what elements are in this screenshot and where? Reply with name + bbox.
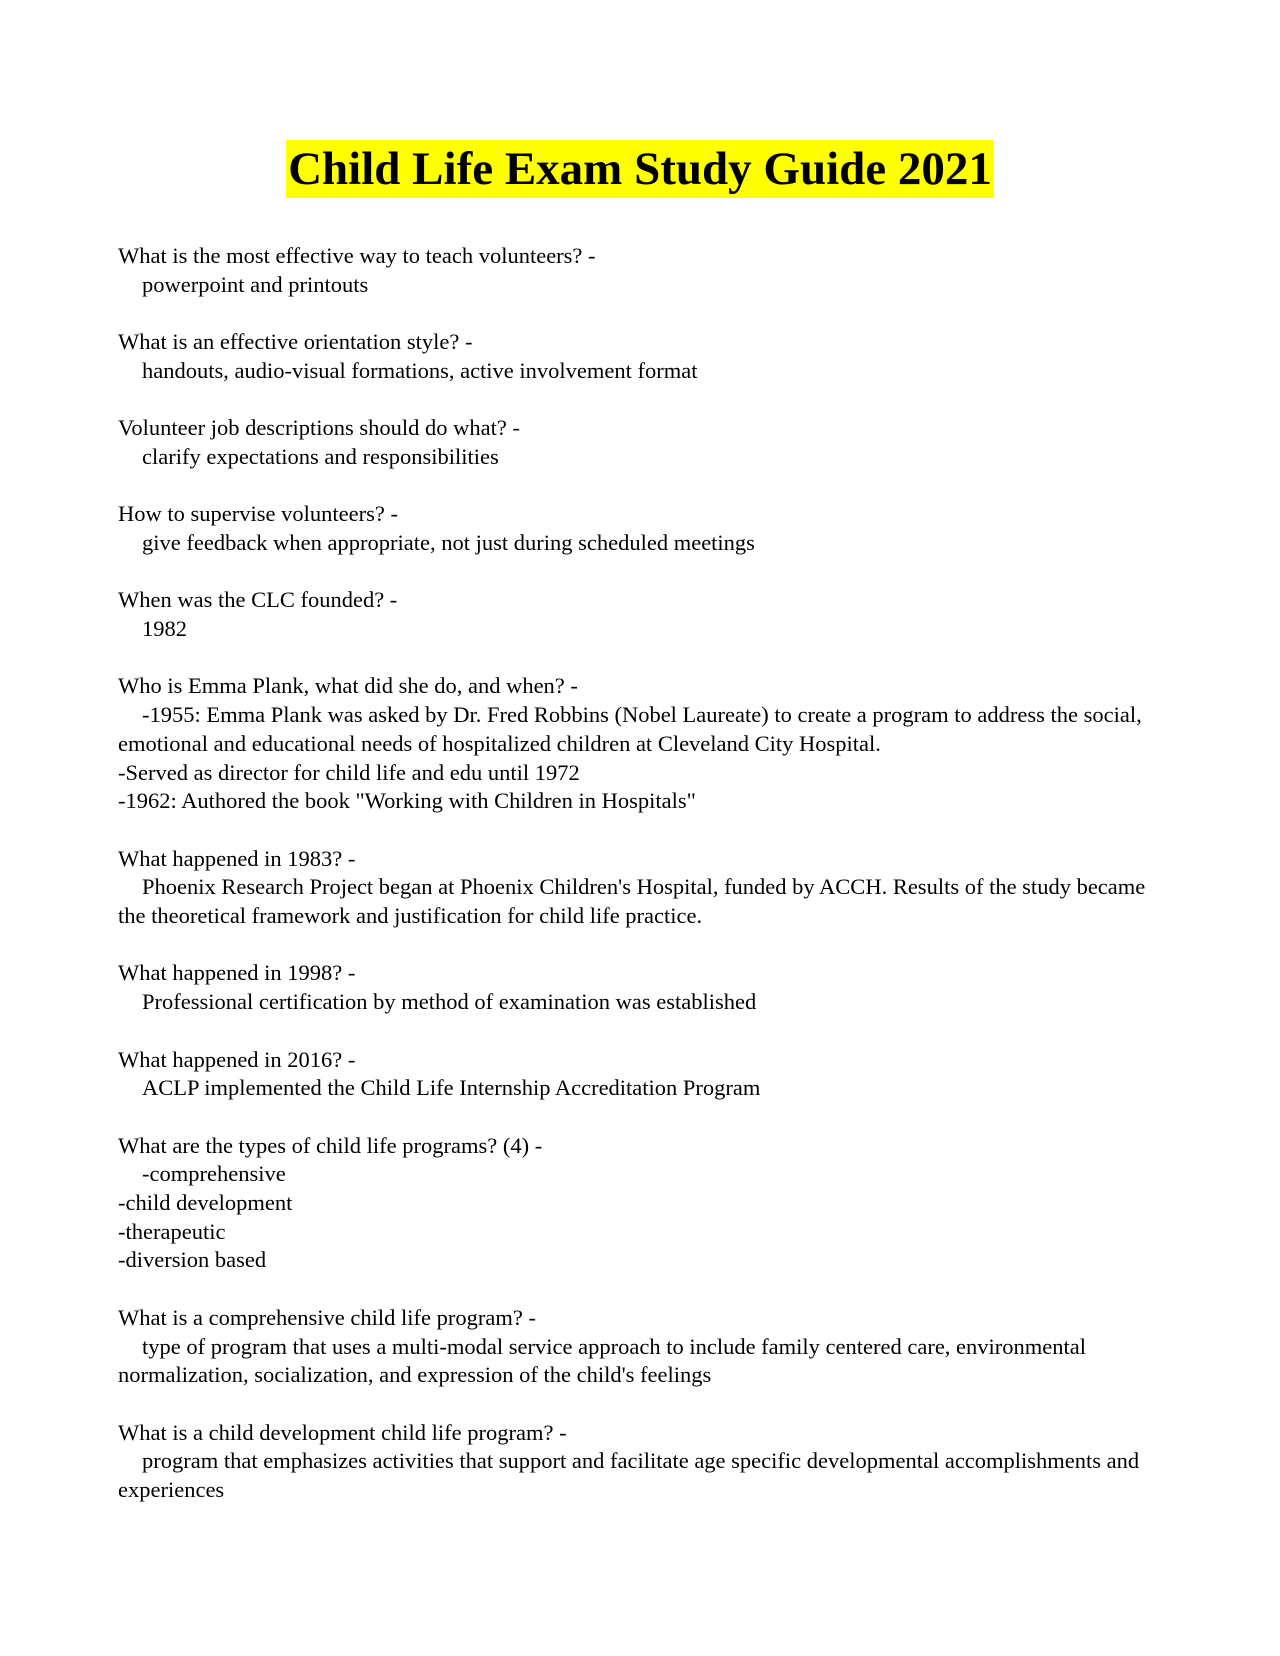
question: Who is Emma Plank, what did she do, and when? - xyxy=(118,673,578,699)
question: What happened in 1998? - xyxy=(118,960,356,986)
question: What is a child development child life program? - xyxy=(118,1419,567,1445)
answer: Professional certification by method of examination was established xyxy=(142,989,757,1015)
answer: handouts, audio-visual formations, active involvement format xyxy=(142,357,698,383)
answer: -1962: Authored the book "Working with Children in Hospitals" xyxy=(118,788,696,814)
qa-item xyxy=(118,845,1178,931)
answer: clarify expectations and responsibilities xyxy=(142,443,499,469)
answer: -diversion based xyxy=(118,1247,267,1273)
qa-item xyxy=(118,586,1178,643)
qa-item xyxy=(118,1419,1178,1505)
qa-item xyxy=(118,672,1178,816)
answer: -1955: Emma Plank was asked by Dr. Fred Robbins (Nobel Laureate) to create a program to address the social, emotional and educational needs of hospitalized children at Cleveland City Hospital. xyxy=(118,702,1148,756)
question: What are the types of child life programs? (4) - xyxy=(118,1132,543,1158)
qa-item xyxy=(118,1304,1178,1390)
answer: give feedback when appropriate, not just during scheduled meetings xyxy=(142,529,755,555)
question: What happened in 2016? - xyxy=(118,1046,356,1072)
qa-item xyxy=(118,328,1178,385)
question: What is the most effective way to teach volunteers? - xyxy=(118,243,596,268)
answer: -comprehensive xyxy=(142,1161,286,1187)
question: Volunteer job descriptions should do what? - xyxy=(118,415,521,441)
answer: powerpoint and printouts xyxy=(142,271,369,297)
qa-item xyxy=(118,1132,1178,1276)
qa-item xyxy=(118,1046,1178,1103)
qa-item xyxy=(118,414,1178,471)
question: When was the CLC founded? - xyxy=(118,587,398,613)
answer: -Served as director for child life and edu until 1972 xyxy=(118,759,580,785)
question: What is an effective orientation style? - xyxy=(118,329,473,355)
qa-item xyxy=(118,500,1178,557)
qa-list xyxy=(118,242,1178,1533)
answer: Phoenix Research Project began at Phoenix Children's Hospital, funded by ACCH. Results of the study became the theoretical framework and justification for child life practice. xyxy=(118,874,1151,929)
answer: ACLP implemented the Child Life Internship Accreditation Program xyxy=(142,1075,761,1101)
question: What happened in 1983? - xyxy=(118,845,356,871)
page-title: Child Life Exam Study Guide 2021 xyxy=(286,140,994,198)
answer: -child development xyxy=(118,1190,293,1216)
answer: -therapeutic xyxy=(118,1218,226,1244)
question: What is a comprehensive child life program? - xyxy=(118,1304,536,1330)
answer: type of program that uses a multi-modal service approach to include family centered care, environmental normalization, socialization, and expression of the child's feelings xyxy=(118,1333,1092,1388)
qa-item xyxy=(118,959,1178,1016)
answer: 1982 xyxy=(142,616,187,642)
question: How to supervise volunteers? - xyxy=(118,501,398,527)
answer: program that emphasizes activities that support and facilitate age specific developmental accomplishments and experiences xyxy=(118,1448,1145,1503)
qa-item xyxy=(118,242,1178,299)
title-container xyxy=(0,140,1280,198)
